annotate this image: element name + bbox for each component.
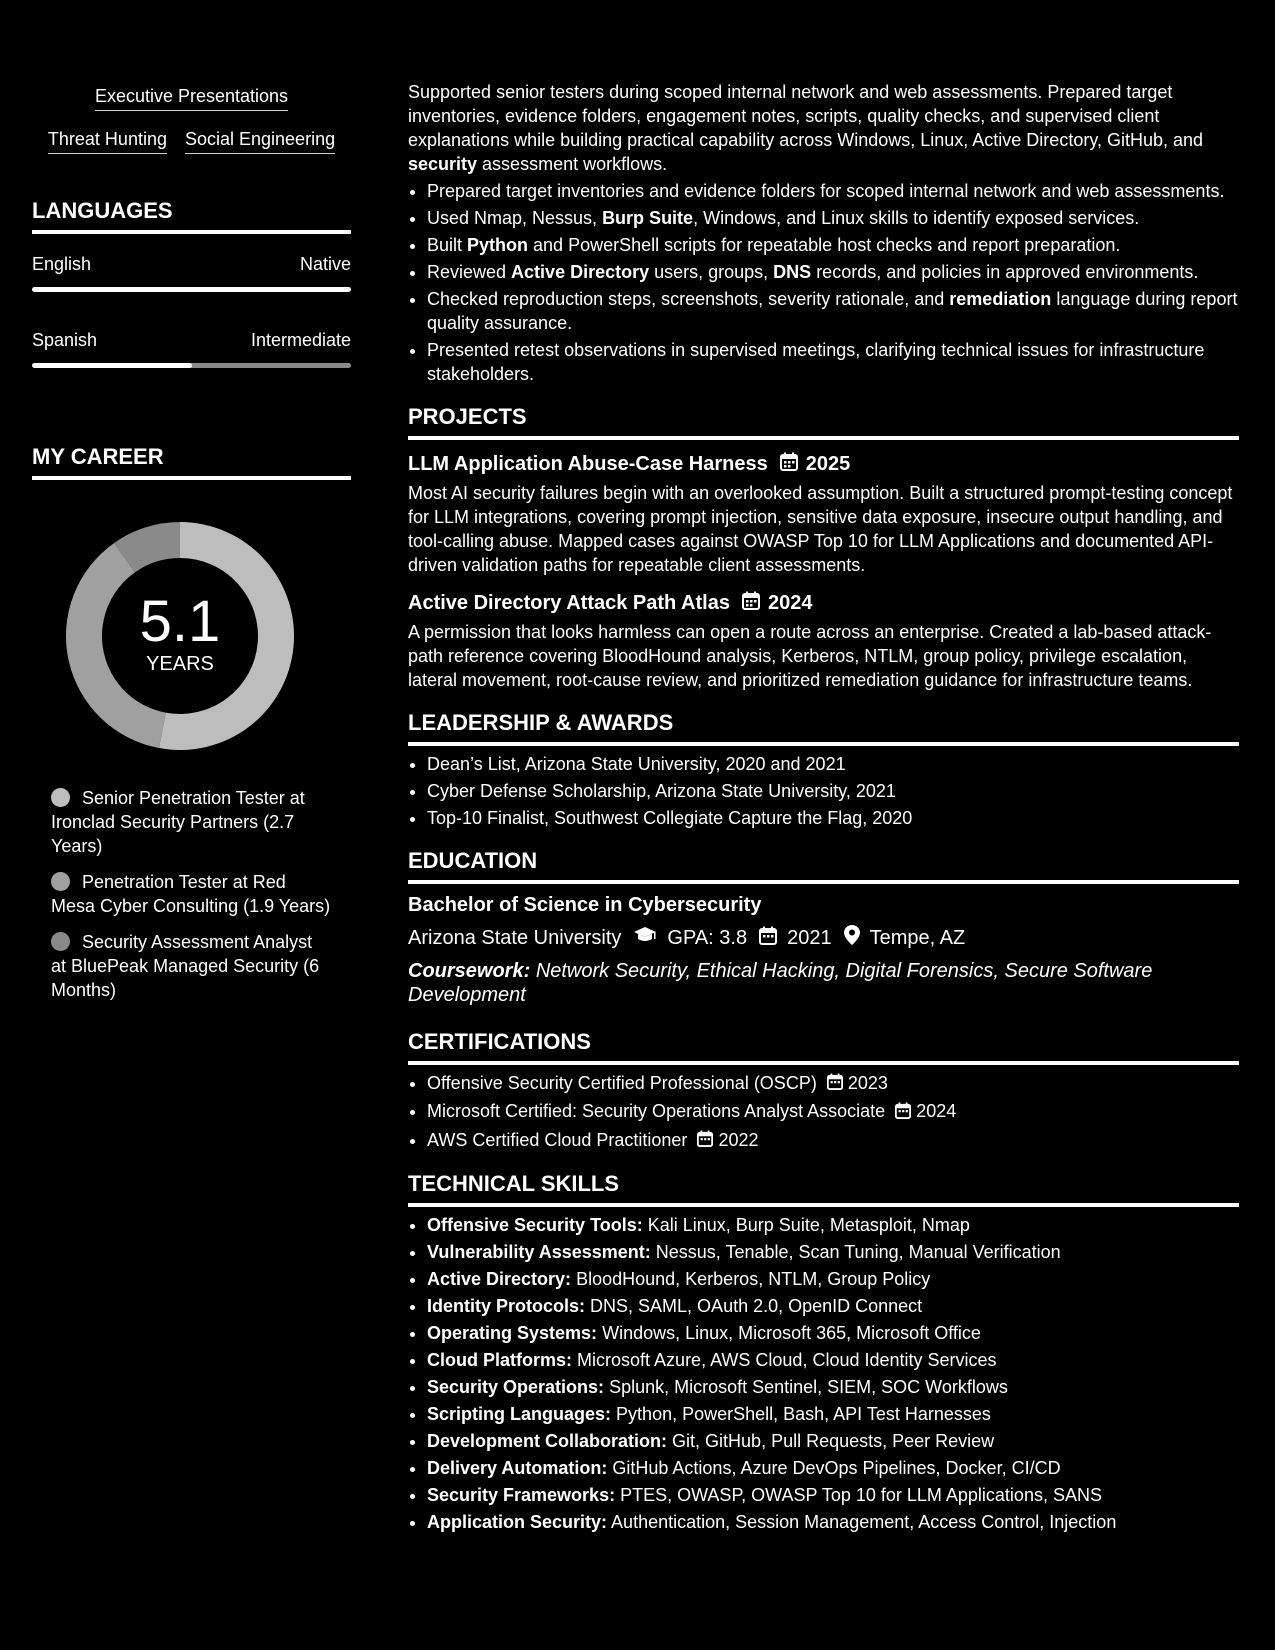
education-heading: EDUCATION xyxy=(408,848,1239,884)
awards-list xyxy=(408,752,1239,830)
certification-item: • AWS Certified Cloud Practitioner 2022 xyxy=(427,1128,1239,1153)
career-legend-item: Senior Penetration Tester at Ironclad Security Partners (2.7 Years) xyxy=(51,788,305,856)
certifications-list xyxy=(408,1071,1239,1153)
experience-bullet: • Prepared target inventories and evidence folders for scoped internal network and web assessments. xyxy=(427,179,1239,203)
calendar-icon xyxy=(742,591,760,616)
skills-heading: TECHNICAL SKILLS xyxy=(408,1171,1239,1207)
skill-item: • Cloud Platforms: Microsoft Azure, AWS Cloud, Cloud Identity Services xyxy=(427,1348,1239,1372)
experience-bullet: • Checked reproduction steps, screenshots, severity rationale, and remediation language during report quality assurance. xyxy=(427,287,1239,335)
skills-list xyxy=(408,1213,1239,1534)
legend-dot-icon xyxy=(51,932,70,951)
project-item xyxy=(408,591,1239,692)
language-proficiency-fill xyxy=(32,287,351,292)
experience-bullets xyxy=(408,179,1239,386)
skill-item: • Vulnerability Assessment: Nessus, Tenable, Scan Tuning, Manual Verification xyxy=(427,1240,1239,1264)
experience-summary: Supported senior testers during scoped internal network and web assessments. Prepared target inventories, evidence folders, engagement notes, scripts, quality checks, and supervised client explanations while building practical capability across Windows, Linux, Active Directory, GitHub, and security assessment workflows. xyxy=(408,82,1204,174)
experience-bullet: • Presented retest observations in supervised meetings, clarifying technical issues for infrastructure stakeholders. xyxy=(427,338,1239,386)
awards-heading: LEADERSHIP & AWARDS xyxy=(408,710,1239,746)
experience-bullet: • Built Python and PowerShell scripts for repeatable host checks and report preparation. xyxy=(427,233,1239,257)
language-item xyxy=(32,330,351,368)
skill-item: • Application Security: Authentication, Session Management, Access Control, Injection xyxy=(427,1510,1239,1534)
project-item xyxy=(408,452,1239,577)
sidebar xyxy=(32,86,351,1014)
award-item: • Cyber Defense Scholarship, Arizona State University, 2021 xyxy=(427,779,1239,803)
project-title: Active Directory Attack Path Atlas xyxy=(408,592,730,614)
calendar-icon xyxy=(827,1072,843,1096)
skill-item: • Security Frameworks: PTES, OWASP, OWASP Top 10 for LLM Applications, SANS xyxy=(427,1483,1239,1507)
gpa: GPA: 3.8 xyxy=(667,926,748,949)
certifications-heading: CERTIFICATIONS xyxy=(408,1029,1239,1065)
skill-item: • Operating Systems: Windows, Linux, Microsoft 365, Microsoft Office xyxy=(427,1321,1239,1345)
certification-item: • Offensive Security Certified Professional (OSCP) 2023 xyxy=(427,1071,1239,1096)
languages-heading: LANGUAGES xyxy=(32,198,351,234)
career-total-years: 5.1 xyxy=(139,588,221,654)
career-donut-chart xyxy=(66,522,294,750)
school-name: Arizona State University xyxy=(408,926,622,949)
legend-dot-icon xyxy=(51,872,70,891)
project-year: 2025 xyxy=(805,453,851,475)
degree-title: Bachelor of Science in Cybersecurity xyxy=(408,894,762,916)
language-proficiency-fill xyxy=(32,363,192,368)
language-level: Intermediate xyxy=(250,330,351,350)
skill-item: • Identity Protocols: DNS, SAML, OAuth 2.0, OpenID Connect xyxy=(427,1294,1239,1318)
tag-row xyxy=(32,86,351,111)
career-donut-center xyxy=(66,522,294,750)
main-column xyxy=(408,80,1239,1534)
award-item: • Dean’s List, Arizona State University, 2020 and 2021 xyxy=(427,752,1239,776)
school-location: Tempe, AZ xyxy=(869,926,966,949)
tag-item: Social Engineering xyxy=(185,129,335,154)
certification-item: • Microsoft Certified: Security Operations Analyst Associate 2024 xyxy=(427,1099,1239,1124)
career-heading: MY CAREER xyxy=(32,444,351,480)
skill-item: • Development Collaboration: Git, GitHub, Pull Requests, Peer Review xyxy=(427,1429,1239,1453)
calendar-icon xyxy=(780,452,798,477)
project-description: Most AI security failures begin with an overlooked assumption. Built a structured prompt-testing concept for LLM integrations, covering prompt injection, sensitive data exposure, insecure output handling, and tool-calling abuse. Mapped cases against OWASP Top 10 for LLM Applications and documented API-driven validation paths for repeatable client assessments. xyxy=(408,483,1233,575)
skill-item: • Active Directory: BloodHound, Kerberos, NTLM, Group Policy xyxy=(427,1267,1239,1291)
graduation-year: 2021 xyxy=(787,926,832,949)
map-pin-icon xyxy=(844,925,860,951)
tag-item: Executive Presentations xyxy=(95,86,288,111)
award-item: • Top-10 Finalist, Southwest Collegiate Capture the Flag, 2020 xyxy=(427,806,1239,830)
legend-dot-icon xyxy=(51,788,70,807)
project-description: A permission that looks harmless can open a route across an enterprise. Created a lab-based attack-path reference covering BloodHound analysis, Kerberos, NTLM, group policy, privilege escalation, lateral movement, root-cause review, and prioritized remediation guidance for infrastructure teams. xyxy=(408,622,1212,690)
skill-item: • Delivery Automation: GitHub Actions, Azure DevOps Pipelines, Docker, CI/CD xyxy=(427,1456,1239,1480)
career-total-unit: YEARS xyxy=(146,652,214,675)
tag-item: Threat Hunting xyxy=(48,129,167,154)
skill-item: • Security Operations: Splunk, Microsoft Sentinel, SIEM, SOC Workflows xyxy=(427,1375,1239,1399)
language-proficiency-bar xyxy=(32,287,351,292)
language-level: Native xyxy=(299,254,351,274)
experience-bullet: • Used Nmap, Nessus, Burp Suite, Windows, and Linux skills to identify exposed services. xyxy=(427,206,1239,230)
tag-row xyxy=(32,129,351,154)
skill-item: • Offensive Security Tools: Kali Linux, Burp Suite, Metasploit, Nmap xyxy=(427,1213,1239,1237)
calendar-icon xyxy=(759,926,777,951)
project-title: LLM Application Abuse-Case Harness xyxy=(408,453,768,475)
language-item xyxy=(32,254,351,292)
education-details xyxy=(408,925,1239,951)
projects-heading: PROJECTS xyxy=(408,404,1239,440)
career-legend-item: Security Assessment Analyst at BluePeak Managed Security (6 Months) xyxy=(51,932,320,1000)
graduation-cap-icon xyxy=(633,926,657,950)
calendar-icon xyxy=(895,1101,911,1125)
career-legend-item: Penetration Tester at Red Mesa Cyber Consulting (1.9 Years) xyxy=(51,872,331,916)
skill-item: • Scripting Languages: Python, PowerShell, Bash, API Test Harnesses xyxy=(427,1402,1239,1426)
coursework: Coursework: Network Security, Ethical Hacking, Digital Forensics, Secure Software Development xyxy=(408,960,1153,1006)
calendar-icon xyxy=(697,1129,713,1153)
language-name: Spanish xyxy=(32,330,98,350)
career-legend xyxy=(51,786,331,1002)
project-year: 2024 xyxy=(767,592,813,614)
language-name: English xyxy=(32,254,92,274)
language-proficiency-bar xyxy=(32,363,351,368)
experience-bullet: • Reviewed Active Directory users, groups, DNS records, and policies in approved environments. xyxy=(427,260,1239,284)
